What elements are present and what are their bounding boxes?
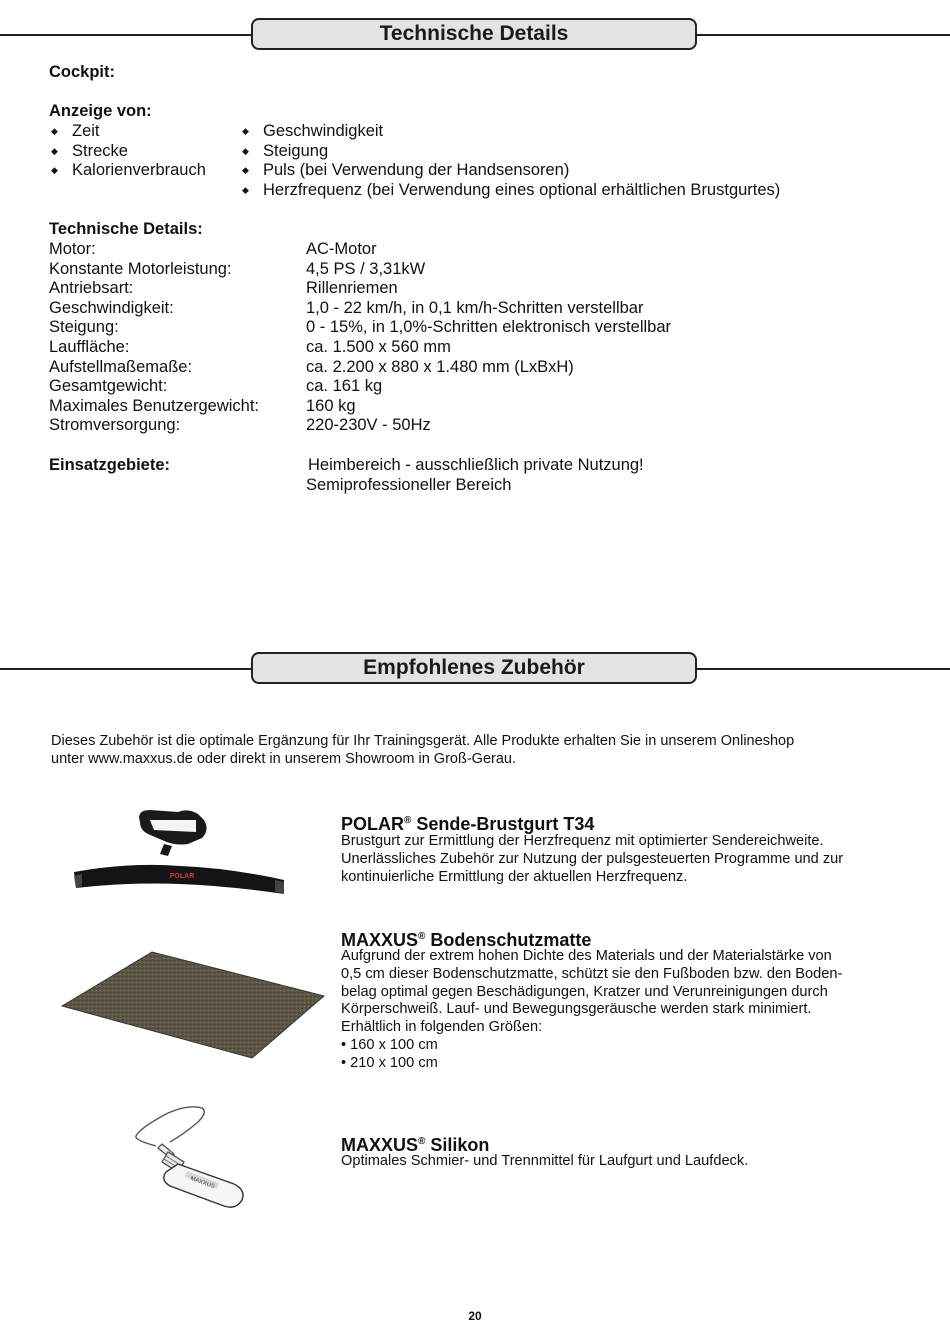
list-item: ◆ Strecke <box>49 142 206 162</box>
spec-value: Rillenriemen <box>306 279 398 298</box>
spec-label: Lauffläche: <box>49 338 130 356</box>
floor-mat-image <box>60 950 326 1060</box>
usage-line: Heimbereich - ausschließlich private Nutzung! <box>308 456 644 474</box>
product-description <box>341 1153 748 1171</box>
spec-label: Geschwindigkeit: <box>49 298 174 317</box>
usage-line: Semiprofessioneller Bereich <box>306 475 512 494</box>
page-number: 20 <box>468 1309 482 1323</box>
strap-logo-text: POLAR <box>169 873 195 880</box>
intro-text <box>51 733 794 768</box>
display-list-right <box>240 122 780 200</box>
registered-mark: ® <box>418 931 426 942</box>
section-title-technische-details: Technische Details <box>251 18 697 50</box>
product-title <box>341 810 594 835</box>
list-item: ◆ Steigung <box>240 142 780 162</box>
silicone-bottle-image <box>126 1100 250 1210</box>
product-name: Silikon <box>425 1135 490 1155</box>
list-item: ◆ Zeit <box>49 122 206 142</box>
spec-label: Stromversorgung: <box>49 416 181 435</box>
spec-value: ca. 2.200 x 880 x 1.480 mm (LxBxH) <box>306 357 574 376</box>
spec-label: Maximales Benutzergewicht: <box>49 396 260 415</box>
product-brand: MAXXUS <box>341 930 419 950</box>
description-line: belag optimal gegen Beschädigungen, Kratzer und Verunreinigungen durch <box>341 983 828 1000</box>
description-line: Unerlässliches Zubehör zur Nutzung der pulsgesteuerten Programme und zur <box>341 850 844 867</box>
list-item: ◆ Herzfrequenz (bei Verwendung eines optional erhältlichen Brustgurtes) <box>240 181 780 201</box>
description-line: Körperschweiß. Lauf- und Bewegungsgeräusche werden stark minimiert. <box>341 1001 812 1018</box>
list-item: ◆ Puls (bei Verwendung der Handsensoren) <box>240 161 780 181</box>
product-name: Bodenschutzmatte <box>425 930 592 950</box>
usage-label: Einsatzgebiete: <box>49 456 171 474</box>
spec-value: 0 - 15%, in 1,0%-Schritten elektronisch verstellbar <box>306 318 671 337</box>
product-description <box>341 833 843 886</box>
description-line: Optimales Schmier- und Trennmittel für Laufgurt und Laufdeck. <box>341 1153 749 1169</box>
spec-label: Aufstellmaßemaße: <box>49 357 193 376</box>
description-line: Erhältlich in folgenden Größen: <box>341 1019 543 1036</box>
registered-mark: ® <box>404 815 412 826</box>
description-line: kontinuierliche Ermittlung der aktuellen Herzfrequenz. <box>341 868 688 885</box>
product-brand: POLAR <box>341 814 404 834</box>
description-line: • 160 x 100 cm <box>341 1036 438 1053</box>
specs-heading: Technische Details: <box>49 220 203 238</box>
list-item: ◆ Geschwindigkeit <box>240 122 780 142</box>
spec-value: 4,5 PS / 3,31kW <box>306 259 426 278</box>
spec-value: 220-230V - 50Hz <box>306 416 431 435</box>
chest-strap-image <box>70 800 292 900</box>
product-description <box>341 948 842 1073</box>
intro-line: unter www.maxxus.de oder direkt in unserem Showroom in Groß-Gerau. <box>51 750 516 767</box>
cockpit-label: Cockpit: <box>49 63 115 81</box>
registered-mark: ® <box>418 1136 426 1147</box>
display-list-left <box>49 122 206 181</box>
description-line: • 210 x 100 cm <box>341 1054 438 1071</box>
display-heading: Anzeige von: <box>49 102 152 120</box>
description-line: Brustgurt zur Ermittlung der Herzfrequenz mit optimierter Sendereichweite. <box>341 833 824 849</box>
spec-value: 1,0 - 22 km/h, in 0,1 km/h-Schritten verstellbar <box>306 298 644 317</box>
intro-line: Dieses Zubehör ist die optimale Ergänzung für Ihr Trainingsgerät. Alle Produkte erhalten Sie in unserem Onlineshop <box>51 733 795 749</box>
bottle-label-text: MAXXUS <box>189 1175 216 1191</box>
spec-value: 160 kg <box>306 396 356 415</box>
description-line: Aufgrund der extrem hohen Dichte des Materials und der Materialstärke von <box>341 948 832 964</box>
spec-label: Gesamtgewicht: <box>49 377 168 396</box>
section-title-empfohlenes-zubehoer: Empfohlenes Zubehör <box>251 652 697 684</box>
spec-label: Antriebsart: <box>49 279 134 298</box>
spec-label: Motor: <box>49 240 96 258</box>
list-item: ◆ Kalorienverbrauch <box>49 161 206 181</box>
spec-value: ca. 161 kg <box>306 377 383 396</box>
product-brand: MAXXUS <box>341 1135 419 1155</box>
spec-label: Steigung: <box>49 318 119 337</box>
spec-value: ca. 1.500 x 560 mm <box>306 338 451 356</box>
product-name: Sende-Brustgurt T34 <box>411 814 595 834</box>
spec-value: AC-Motor <box>306 240 377 258</box>
description-line: 0,5 cm dieser Bodenschutzmatte, schützt sie den Fußboden bzw. den Boden- <box>341 965 843 982</box>
spec-label: Konstante Motorleistung: <box>49 259 232 278</box>
